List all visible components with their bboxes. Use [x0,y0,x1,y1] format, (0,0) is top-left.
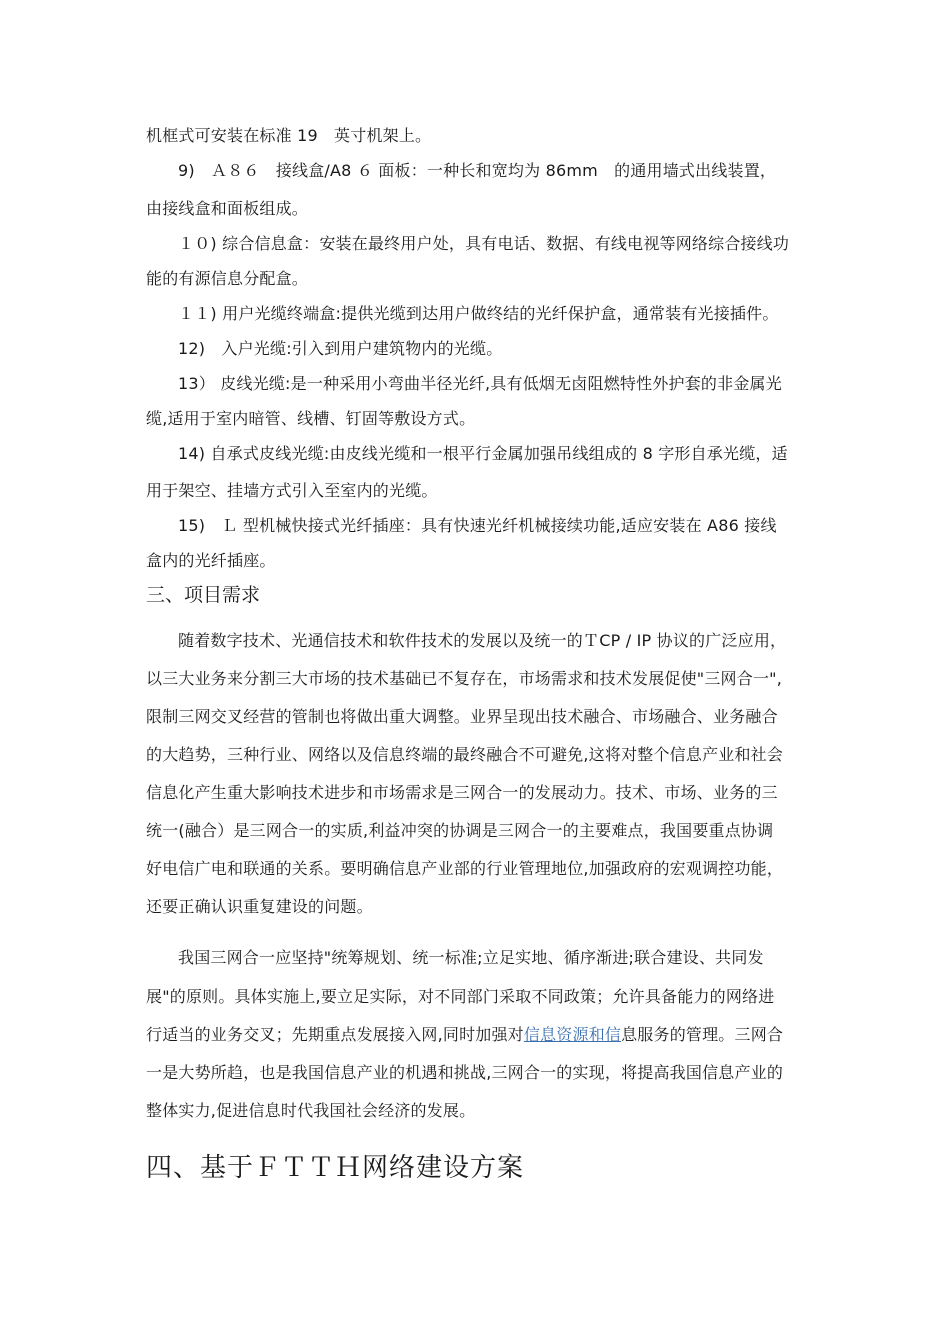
glossary-item-12: 12) 入户光缆:引入到用户建筑物内的光缆。 [178,339,503,358]
glossary-line: 缆,适用于室内暗管、线槽、钉固等敷设方式。 [146,409,476,428]
glossary-line: 能的有源信息分配盒。 [146,269,309,288]
paragraph-line: 随着数字技术、光通信技术和软件技术的发展以及统一的ＴCP / IP 协议的广泛应用， [178,631,787,650]
glossary-line: 用于架空、挂墙方式引入至室内的光缆。 [146,481,438,500]
section-heading-ftth: 四、基于ＦＴＴＨ网络建设方案 [146,1153,525,1183]
glossary-item-10: １０) 综合信息盒：安装在最终用户处，具有电话、数据、有线电视等网络综合接线功 [178,234,790,253]
paragraph-line: 展"的原则。具体实施上,要立足实际，对不同部门采取不同政策；允许具备能力的网络进 [146,987,775,1006]
glossary-item-15: 15) Ｌ 型机械快接式光纤插座：具有快速光纤机械接续功能,适应安装在 A86 接线 [178,516,777,535]
paragraph-line: 统一(融合）是三网合一的实质,利益冲突的协调是三网合一的主要难点，我国要重点协调 [146,821,774,840]
paragraph-line: 好电信广电和联通的关系。要明确信息产业部的行业管理地位,加强政府的宏观调控功能， [146,859,784,878]
paragraph-line: 还要正确认识重复建设的问题。 [146,897,373,916]
paragraph-text: 行适当的业务交叉；先期重点发展接入网,同时加强对 [146,1025,524,1044]
glossary-item-13: 13） 皮线光缆:是一种采用小弯曲半径光纤,具有低烟无卤阻燃特性外护套的非金属光 [178,374,782,393]
glossary-line: 机框式可安装在标准 19 英寸机架上。 [146,126,432,145]
paragraph-line [146,1023,783,1047]
paragraph-line: 以三大业务来分割三大市场的技术基础已不复存在，市场需求和技术发展促使"三网合一", [146,669,783,688]
section-heading-requirements: 三、项目需求 [146,584,261,606]
paragraph-text: 息服务的管理。三网合 [621,1025,784,1044]
glossary-item-9: 9) Ａ８６ 接线盒/A8 ６ 面板：一种长和宽均为 86mm 的通用墙式出线装置， [178,161,777,180]
glossary-item-14: 14) 自承式皮线光缆:由皮线光缆和一根平行金属加强吊线组成的 8 字形自承光缆，适 [178,444,788,463]
paragraph-line: 一是大势所趋，也是我国信息产业的机遇和挑战,三网合一的实现，将提高我国信息产业的 [146,1063,784,1082]
paragraph-line: 的大趋势，三种行业、网络以及信息终端的最终融合不可避免,这将对整个信息产业和社会 [146,745,784,764]
glossary-line: 由接线盒和面板组成。 [146,199,309,218]
paragraph-line: 整体实力,促进信息时代我国社会经济的发展。 [146,1101,476,1120]
glossary-item-11: １１) 用户光缆终端盒:提供光缆到达用户做终结的光纤保护盒，通常装有光接插件。 [178,304,779,323]
paragraph-line: 信息化产生重大影响技术进步和市场需求是三网合一的发展动力。技术、市场、业务的三 [146,783,778,802]
glossary-line: 盒内的光纤插座。 [146,551,276,570]
paragraph-line: 限制三网交叉经营的管制也将做出重大调整。业界呈现出技术融合、市场融合、业务融合 [146,707,778,726]
hyperlink-info-resources[interactable]: 信息资源和信 [523,1025,622,1044]
paragraph-line: 我国三网合一应坚持"统筹规划、统一标准;立足实地、循序渐进;联合建设、共同发 [178,948,764,967]
